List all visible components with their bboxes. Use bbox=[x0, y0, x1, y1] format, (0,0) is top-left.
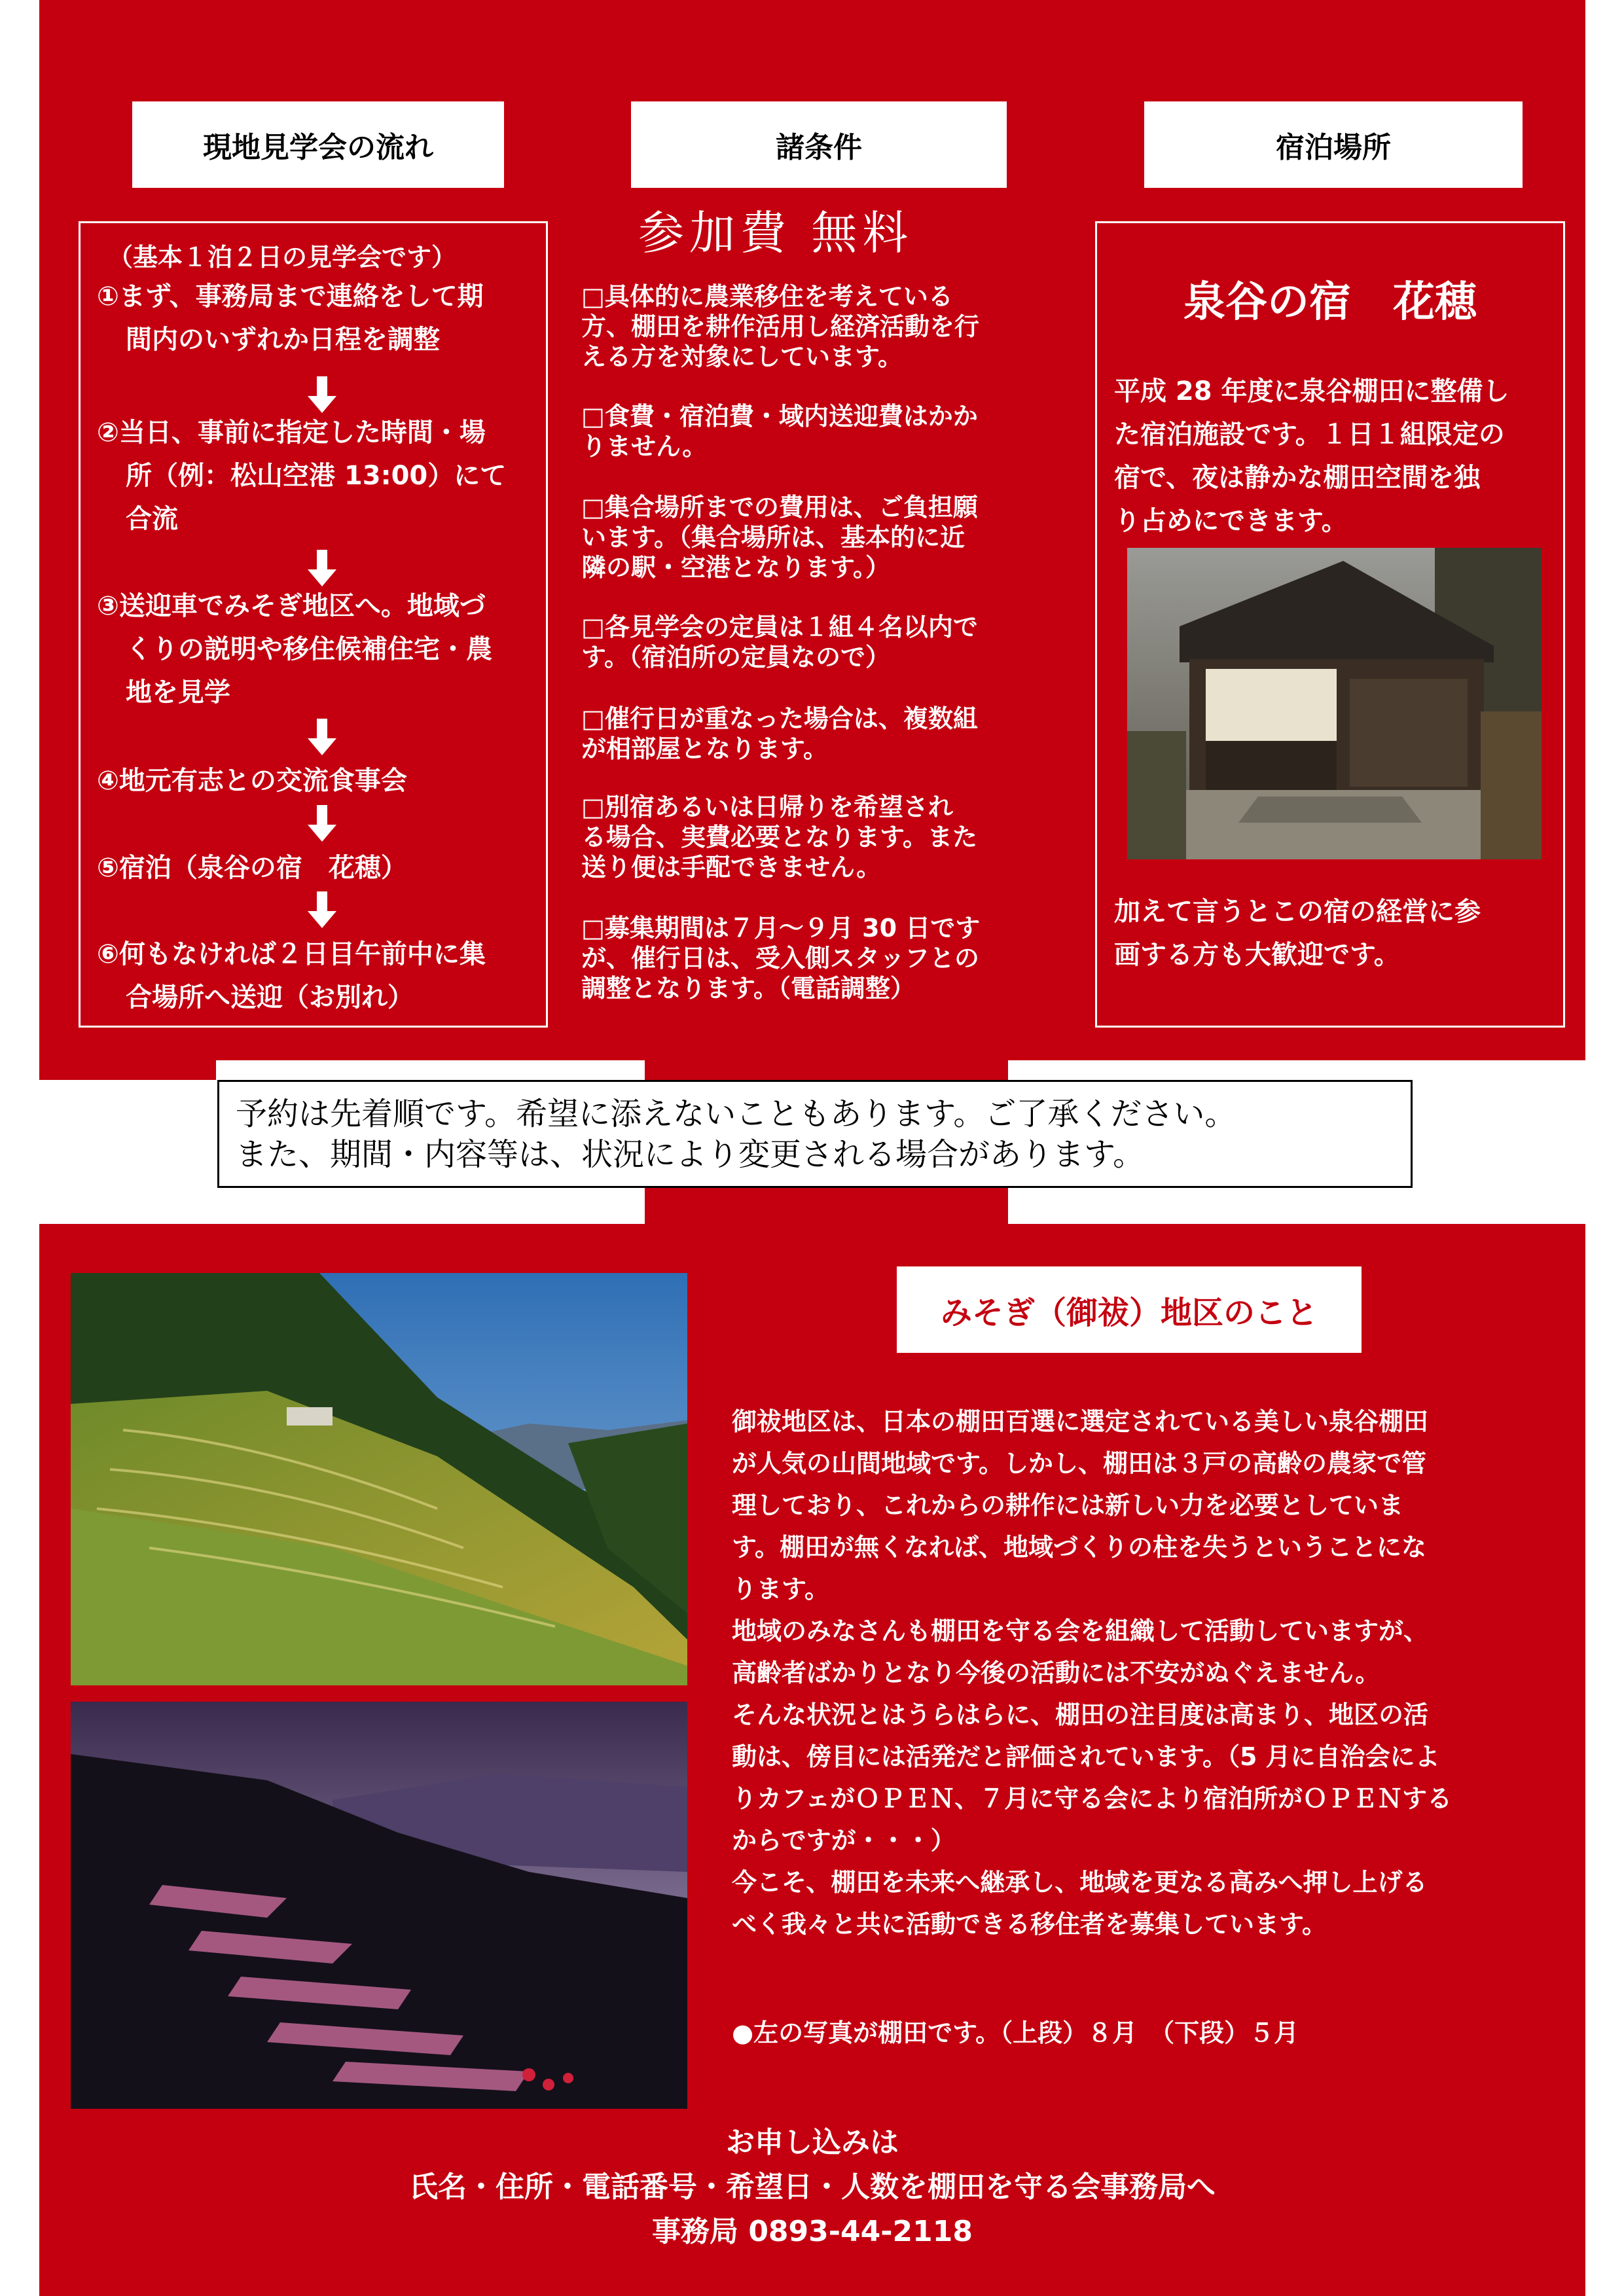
photo-note: ●左の写真が棚田です。（上段）８月 （下段）５月 bbox=[732, 2018, 1299, 2047]
flow-step-4 bbox=[97, 759, 549, 802]
flow-step-line: 合流 bbox=[126, 504, 178, 534]
inn-photo bbox=[1127, 548, 1542, 859]
condition-item bbox=[581, 492, 1039, 583]
district-line: 動は、傍目には活発だと評価されています。（5 月に自治会によ bbox=[732, 1742, 1440, 1771]
flow-step-line: ⑥何もなければ２日目午前中に集 bbox=[97, 939, 486, 969]
condition-item bbox=[581, 401, 1039, 461]
condition-line: える方を対象にしています。 bbox=[581, 342, 903, 371]
flow-step-line: 地を見学 bbox=[126, 677, 230, 708]
flow-step-line: ⑤宿泊（泉谷の宿 花穂） bbox=[97, 853, 407, 883]
condition-line: □具体的に農業移住を考えている bbox=[581, 282, 953, 311]
condition-line: 調整となります。（電話調整） bbox=[581, 974, 915, 1003]
notice-box bbox=[217, 1080, 1413, 1188]
condition-line: が、催行日は、受入側スタッフとの bbox=[581, 944, 980, 973]
district-line: りカフェがＯＰＥＮ、７月に守る会により宿泊所がＯＰＥＮする bbox=[732, 1784, 1453, 1813]
lodging-desc-line: り占めにできます。 bbox=[1114, 506, 1348, 536]
lodging-extra-line: 画する方も大歓迎です。 bbox=[1114, 940, 1400, 970]
flow-step-line: ④地元有志との交流食事会 bbox=[97, 766, 407, 796]
district-line: 地域のみなさんも棚田を守る会を組織して活動していますが、 bbox=[732, 1617, 1429, 1645]
condition-line: る場合、実費必要となります。また bbox=[581, 823, 977, 852]
district-header bbox=[897, 1266, 1362, 1353]
district-line: べく我々と共に活動できる移住者を募集しています。 bbox=[732, 1910, 1327, 1939]
condition-item bbox=[581, 913, 1039, 1003]
header-lodging-label: 宿泊場所 bbox=[1276, 131, 1391, 164]
flow-step-5 bbox=[97, 846, 549, 889]
lodging-extra bbox=[1114, 890, 1553, 977]
district-line: が人気の山間地域です。しかし、棚田は３戸の高齢の農家で管 bbox=[732, 1449, 1426, 1478]
condition-line: 隣の駅・空港となります。） bbox=[581, 553, 890, 582]
condition-item bbox=[581, 612, 1039, 672]
district-body bbox=[732, 1401, 1583, 1945]
header-flow-label: 現地見学会の流れ bbox=[203, 131, 433, 164]
condition-item bbox=[581, 792, 1039, 882]
flow-step-1 bbox=[97, 275, 549, 361]
condition-line: りません。 bbox=[581, 432, 708, 461]
flow-intro: （基本１泊２日の見学会です） bbox=[108, 243, 457, 272]
lodging-desc-line: た宿泊施設です。１日１組限定の bbox=[1114, 420, 1505, 450]
down-arrow-icon bbox=[308, 550, 336, 586]
condition-line: □催行日が重なった場合は、複数組 bbox=[581, 704, 978, 733]
condition-line: □集合場所までの費用は、ご負担願 bbox=[581, 493, 978, 522]
apply-line-2: 氏名・住所・電話番号・希望日・人数を棚田を守る会事務局へ bbox=[409, 2170, 1216, 2204]
header-flow bbox=[132, 101, 504, 188]
district-line: ります。 bbox=[732, 1575, 829, 1604]
flow-step-line: ①まず、事務局まで連絡をして期 bbox=[97, 281, 484, 312]
condition-line: が相部屋となります。 bbox=[581, 734, 828, 763]
lodging-description bbox=[1114, 370, 1553, 543]
condition-line: 方、棚田を耕作活用し経済活動を行 bbox=[581, 312, 980, 341]
condition-line: □各見学会の定員は１組４名以内で bbox=[581, 613, 978, 641]
flow-step-2 bbox=[97, 411, 549, 541]
district-line: からですが・・・） bbox=[732, 1826, 956, 1855]
condition-item bbox=[581, 704, 1039, 764]
apply-info bbox=[39, 2121, 1585, 2254]
lodging-desc-line: 平成 28 年度に泉谷棚田に整備し bbox=[1114, 376, 1509, 406]
district-line: そんな状況とはうらはらに、棚田の注目度は高まり、地区の活 bbox=[732, 1700, 1429, 1729]
condition-line: □別宿あるいは日帰りを希望され bbox=[581, 793, 953, 821]
connector-left bbox=[39, 1060, 216, 1080]
condition-item bbox=[581, 281, 1039, 372]
office-phone: 事務局 0893-44-2118 bbox=[652, 2215, 973, 2248]
down-arrow-icon bbox=[308, 376, 336, 413]
lodging-extra-line: 加えて言うとこの宿の経営に参 bbox=[1114, 897, 1481, 927]
header-conditions bbox=[631, 101, 1007, 188]
apply-line-1: お申し込みは bbox=[726, 2126, 899, 2159]
lodging-name: 泉谷の宿 花穂 bbox=[1183, 278, 1477, 327]
terraces-august-photo bbox=[71, 1273, 687, 1685]
district-title: みそぎ（御祓）地区のこと bbox=[940, 1294, 1318, 1331]
condition-line: □食費・宿泊費・域内送迎費はかか bbox=[581, 402, 978, 431]
lodging-desc-line: 宿で、夜は静かな棚田空間を独 bbox=[1114, 463, 1481, 493]
flow-step-line: くりの説明や移住候補住宅・農 bbox=[126, 634, 492, 664]
notice-line-1: 予約は先着順です。希望に添えないこともあります。ご了承ください。 bbox=[236, 1096, 1236, 1132]
condition-line: います。（集合場所は、基本的に近 bbox=[581, 523, 965, 552]
down-arrow-icon bbox=[308, 891, 336, 928]
down-arrow-icon bbox=[308, 719, 336, 755]
participation-fee: 参加費 無料 bbox=[638, 206, 914, 260]
district-line: 理しており、これからの耕作には新しい力を必要としていま bbox=[732, 1491, 1404, 1520]
header-lodging bbox=[1144, 101, 1523, 188]
condition-line: □募集期間は７月～９月 30 日です bbox=[581, 914, 981, 942]
flow-step-line: 間内のいずれか日程を調整 bbox=[126, 325, 440, 355]
district-line: 高齢者ばかりとなり今後の活動には不安がぬぐえません。 bbox=[732, 1659, 1380, 1687]
district-line: 今こそ、棚田を未来へ継承し、地域を更なる高みへ押し上げる bbox=[732, 1868, 1428, 1897]
condition-line: す。（宿泊所の定員なので） bbox=[581, 643, 890, 672]
district-line: す。棚田が無くなれば、地域づくりの柱を失うということにな bbox=[732, 1533, 1426, 1562]
condition-line: 送り便は手配できません。 bbox=[581, 853, 882, 882]
header-conditions-label: 諸条件 bbox=[776, 131, 862, 164]
district-line: 御祓地区は、日本の棚田百選に選定されている美しい泉谷棚田 bbox=[732, 1407, 1429, 1436]
terraces-may-photo bbox=[71, 1702, 687, 2109]
flow-step-line: 所（例：松山空港 13:00）にて bbox=[126, 461, 507, 491]
flow-step-line: ②当日、事前に指定した時間・場 bbox=[97, 418, 486, 448]
flow-step-line: ③送迎車でみそぎ地区へ。地域づ bbox=[97, 591, 486, 621]
down-arrow-icon bbox=[308, 805, 336, 842]
notice-line-2: また、期間・内容等は、状況により変更される場合があります。 bbox=[236, 1136, 1145, 1173]
flow-step-line: 合場所へ送迎（お別れ） bbox=[126, 982, 414, 1013]
flow-step-3 bbox=[97, 584, 549, 714]
flow-step-6 bbox=[97, 933, 549, 1019]
